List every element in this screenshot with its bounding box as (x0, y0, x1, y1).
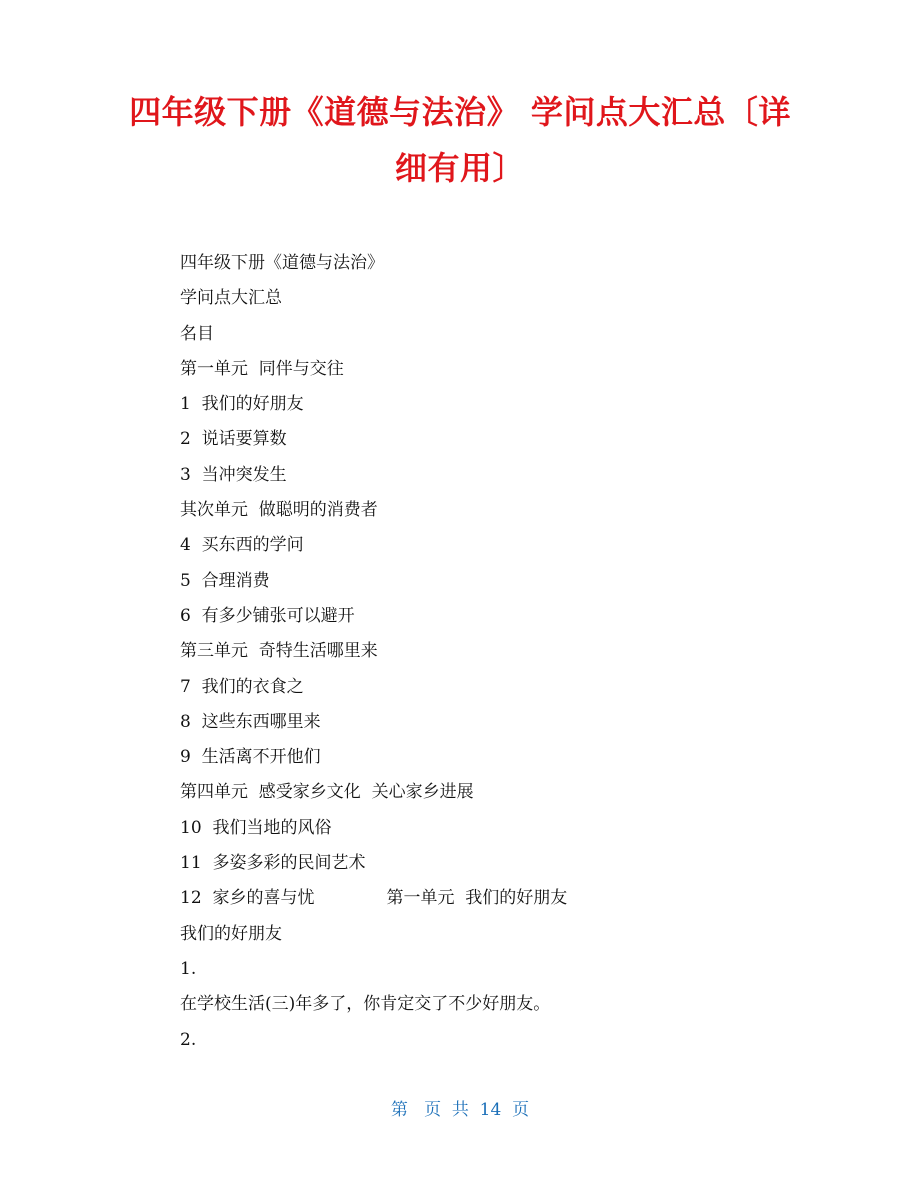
unit-heading: 第一单元 我们的好朋友 (386, 888, 568, 909)
lesson-item: 6 有多少铺张可以避开 (180, 605, 355, 626)
title-line-1: 四年级下册《道德与法治》 学问点大汇总〔详 (129, 93, 791, 131)
lesson-item: 8 这些东西哪里来 (180, 711, 321, 732)
lesson-item: 7 我们的衣食之 (180, 676, 304, 697)
title-line-2: 细有用〕 (394, 149, 525, 187)
lesson-item: 3 当冲突发生 (180, 464, 287, 485)
text-line: 在学校生活(三)年多了，你肯定交了不少好朋友。 (180, 994, 551, 1015)
document-body (180, 246, 820, 1058)
unit-heading: 第一单元 同伴与交往 (180, 358, 344, 379)
text-line: 我们的好朋友 (180, 923, 282, 944)
lesson-item: 1 我们的好朋友 (180, 394, 304, 415)
lesson-item: 2 说话要算数 (180, 429, 287, 450)
unit-heading: 第四单元 感受家乡文化 关心家乡进展 (180, 782, 474, 803)
text-line: 1. (180, 958, 197, 979)
document-title (60, 84, 860, 196)
split-line (180, 881, 820, 916)
lesson-item: 12 家乡的喜与忧 (180, 888, 315, 909)
lesson-item: 5 合理消费 (180, 570, 270, 591)
unit-heading: 其次单元 做聪明的消费者 (180, 500, 378, 521)
text-line: 学问点大汇总 (180, 288, 282, 309)
page-footer: 第 页 共 14 页 (390, 1100, 530, 1120)
text-line: 四年级下册《道德与法治》 (180, 253, 384, 273)
lesson-item: 9 生活离不开他们 (180, 747, 321, 768)
lesson-item: 11 多姿多彩的民间艺术 (180, 853, 366, 874)
text-line: 名目 (180, 323, 214, 344)
lesson-item: 10 我们当地的风俗 (180, 817, 332, 838)
text-line: 2. (180, 1029, 197, 1050)
lesson-item: 4 买东西的学问 (180, 535, 304, 556)
unit-heading: 第三单元 奇特生活哪里来 (180, 641, 378, 662)
